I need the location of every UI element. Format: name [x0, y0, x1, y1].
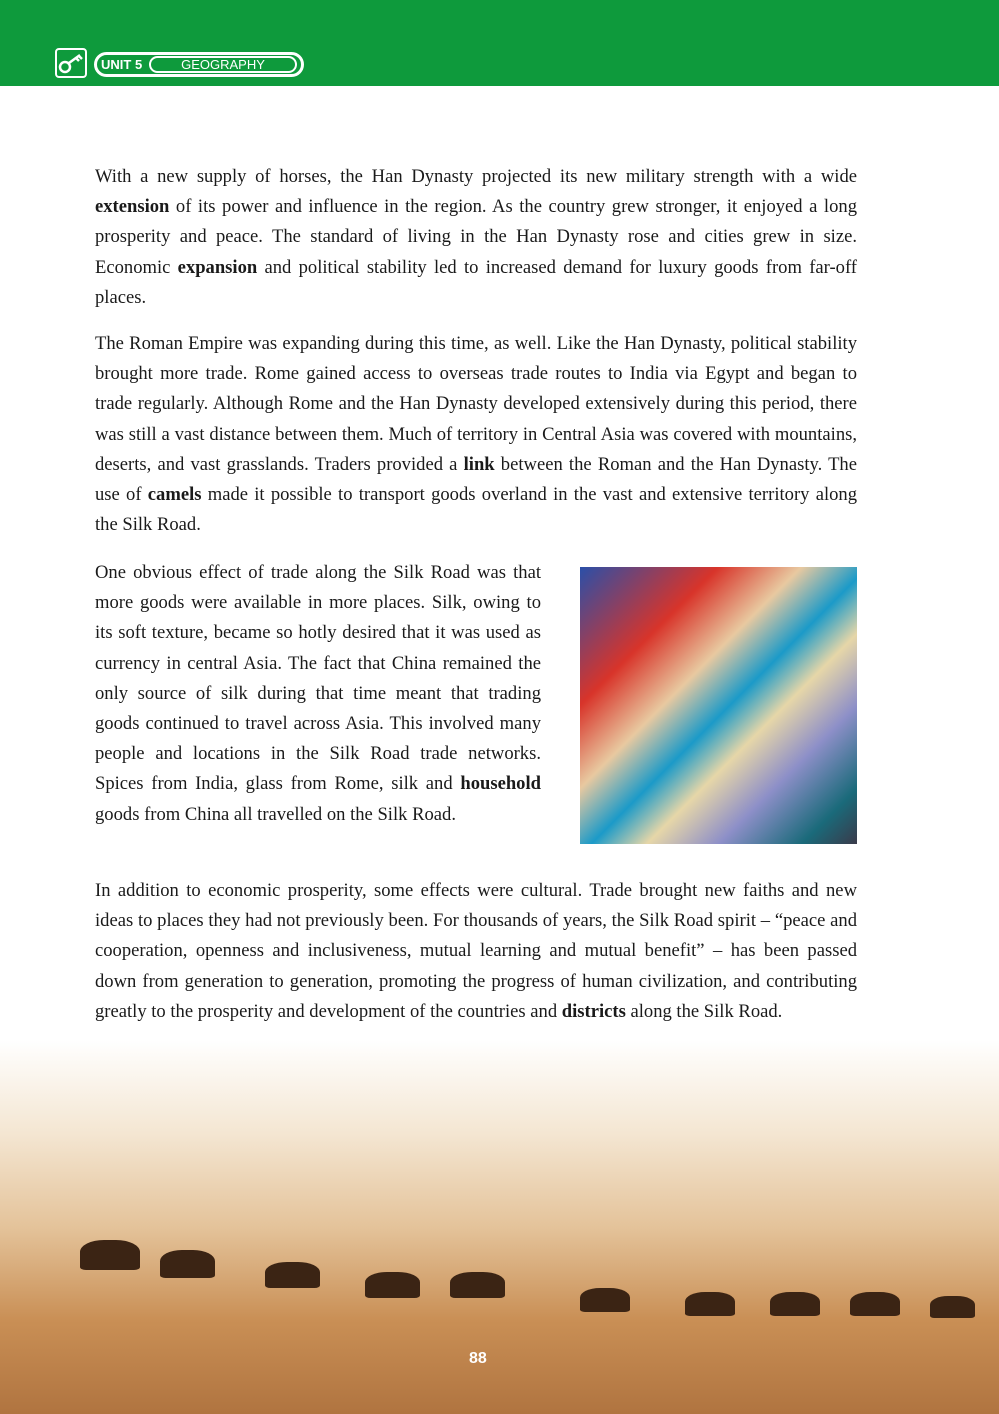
silk-rolls-photo [580, 567, 857, 844]
key-icon [55, 48, 87, 78]
page-number: 88 [469, 1350, 487, 1367]
paragraph-3: One obvious effect of trade along the Silk Road was that more goods were available in more places. Silk, owing to its soft texture, became so hotly desired that it was used as currency in central Asia. The fact that China remained the only source of silk during that time meant that trading goods continued to travel across Asia. This involved many people and locations in the Silk Road trade networks. Spices from India, glass from Rome, silk and household goods from China all travelled on the Silk Road. [95, 562, 541, 825]
subject-label: GEOGRAPHY [149, 56, 297, 73]
paragraph-4: In addition to economic prosperity, some effects were cultural. Trade brought new faiths and new ideas to places they had not previously been. For thousands of years, the Silk Road spirit – “peace and cooperation, openness and inclusiveness, mutual learning and mutual benefit” – has been passed down from generation to generation, promoting the progress of human civilization, and contributing greatly to the prosperity and development of the countries and districts along the Silk Road. [95, 880, 857, 1022]
unit-number: UNIT 5 [101, 57, 143, 72]
desert-camel-caravan-image [0, 1040, 999, 1414]
unit-label [94, 52, 304, 77]
unit-header-bar [0, 0, 999, 86]
paragraph-2: The Roman Empire was expanding during this time, as well. Like the Han Dynasty, political stability brought more trade. Rome gained access to overseas trade routes to India via Egypt and began to trade regularly. Although Rome and the Han Dynasty developed extensively during this period, there was still a vast distance between them. Much of territory in Central Asia was covered with mountains, deserts, and vast grasslands. Traders provided a link between the Roman and the Han Dynasty. The use of camels made it possible to transport goods overland in the vast and extensive territory along the Silk Road. [95, 333, 857, 536]
paragraph-1: With a new supply of horses, the Han Dynasty projected its new military strength with a wide extension of its power and influence in the region. As the country grew stronger, it enjoyed a long prosperity and peace. The standard of living in the Han Dynasty rose and cities grew in size. Economic expansion and political stability led to increased demand for luxury goods from far-off places. [95, 166, 857, 308]
